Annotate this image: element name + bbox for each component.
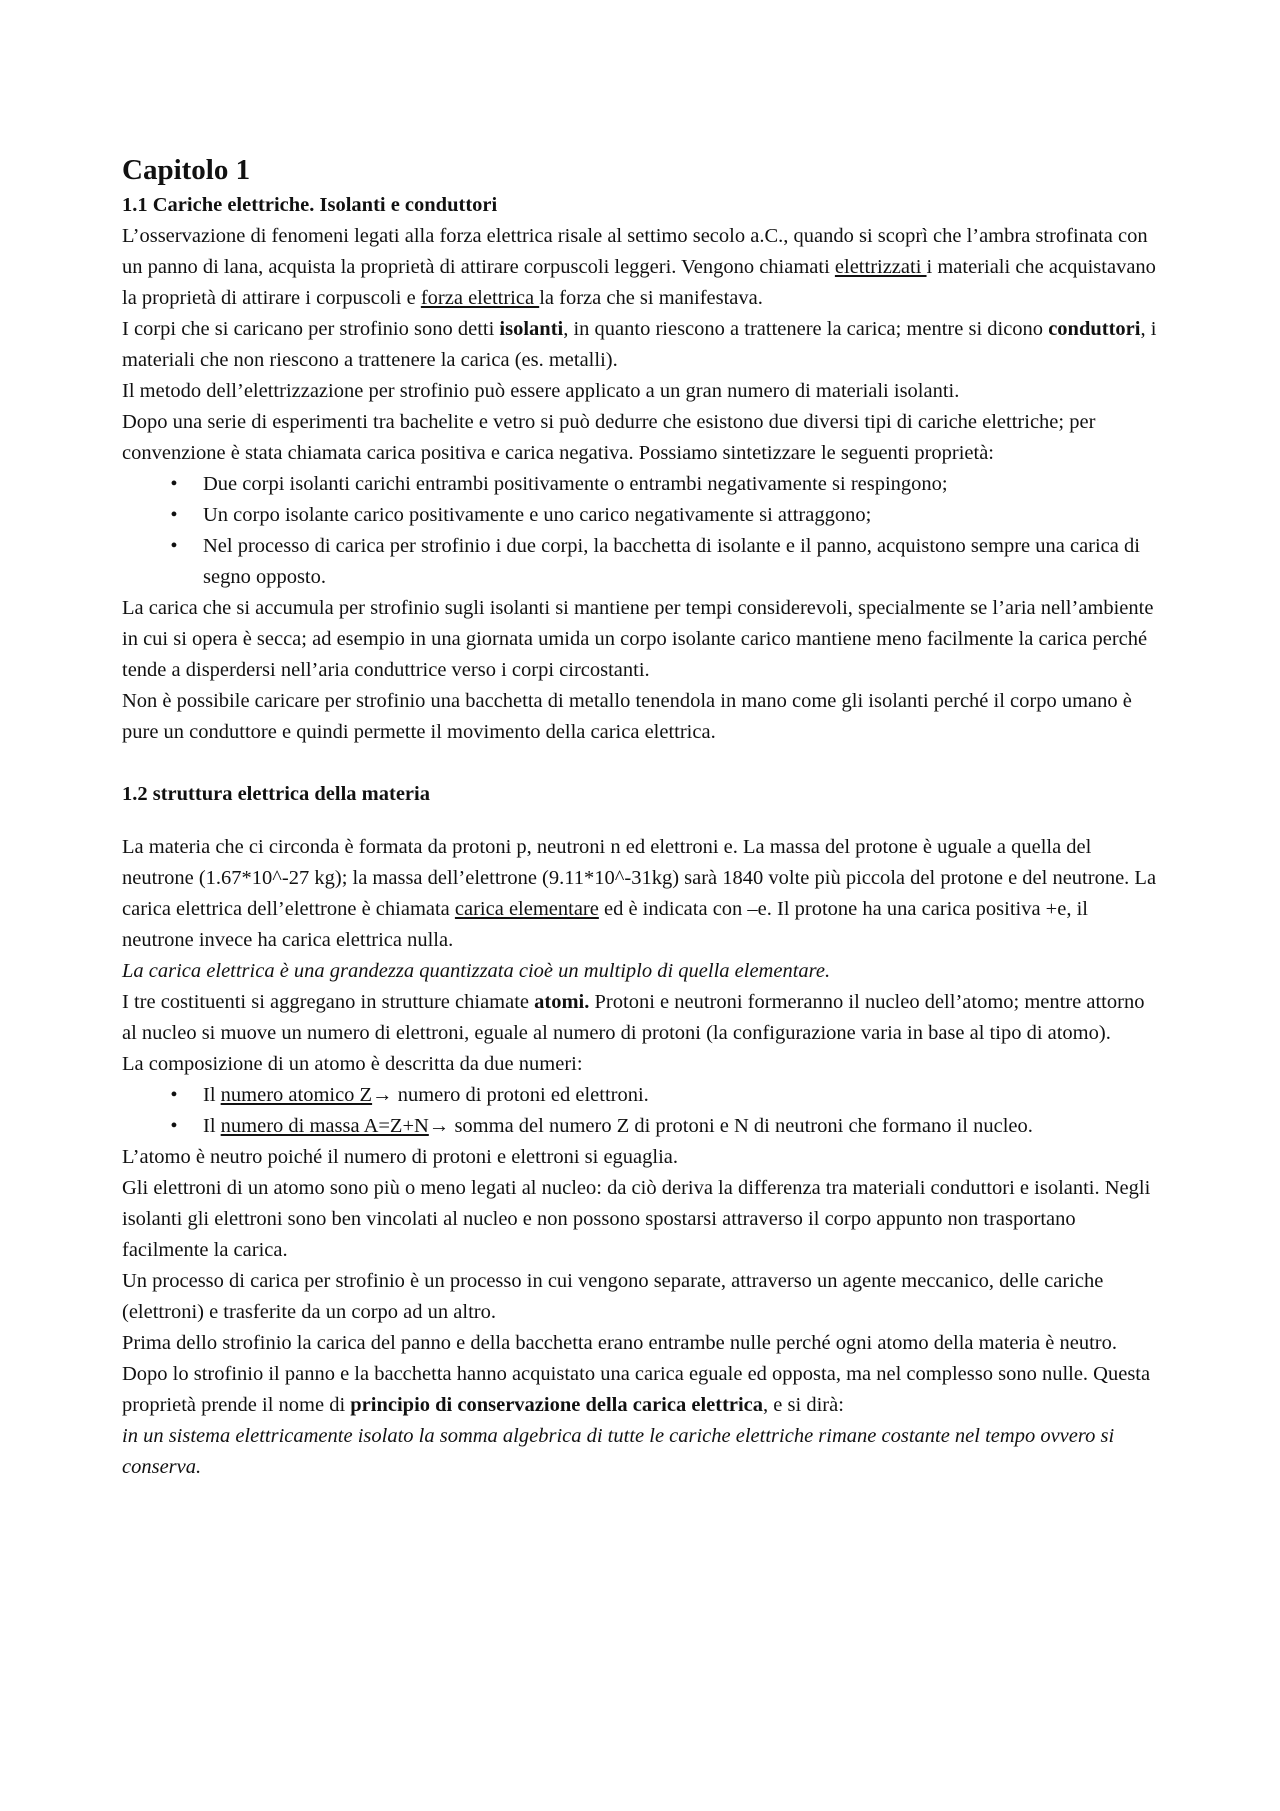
text-run: L’osservazione di fenomeni legati alla forza elettrica risale al settimo secolo a.C., quando si scoprì che l’ambra strofinata con un panno di lana, acquista la proprietà di attirare corpuscoli leggeri. Vengono chiamati: [122, 225, 1148, 278]
bullet-icon: •: [170, 1115, 178, 1137]
text-run: Il: [203, 1084, 221, 1106]
term-carica-elementare: carica elementare: [454, 898, 599, 920]
bullet-icon: •: [170, 535, 178, 557]
s2-paragraph-4: La composizione di un atomo è descritta da due numeri:: [122, 1053, 583, 1075]
chapter-title: Capitolo 1: [122, 154, 251, 186]
text-run: , in quanto riescono a trattenere la carica; mentre si dicono: [563, 318, 1049, 340]
text-run: I corpi che si caricano per strofinio sono detti: [122, 318, 500, 340]
text-run: Protoni e neutroni formeranno il nucleo dell’atomo; mentre attorno al nucleo si muove un numero di elettroni, eguale al numero di protoni (la configurazione varia in base al tipo di atomo).: [122, 991, 1145, 1044]
list-item: [122, 1080, 1160, 1111]
arrow-right-icon: →: [372, 1084, 393, 1106]
list-item: [122, 531, 1160, 593]
text-run: Prima dello strofinio la carica del panno e della bacchetta erano entrambe nulle perché ogni atomo della materia è neutro. Dopo lo strofinio il panno e la bacchetta hanno acquistato una carica eguale ed opposta, ma nel complesso sono nulle. Questa proprietà prende il nome di: [122, 1332, 1151, 1416]
term-numero-di-massa: numero di massa A=Z+N: [220, 1115, 429, 1137]
bullet-icon: •: [170, 473, 178, 495]
bullet-icon: •: [170, 504, 178, 526]
text-run: somma del numero Z di protoni e N di neutroni che formano il nucleo.: [449, 1115, 1033, 1137]
s1-paragraph-6: Non è possibile caricare per strofinio una bacchetta di metallo tenendola in mano come gli isolanti perché il corpo umano è pure un conduttore e quindi permette il movimento della carica elettrica.: [122, 690, 1132, 743]
s2-paragraph-2-italic: La carica elettrica è una grandezza quantizzata cioè un multiplo di quella elementare.: [122, 960, 831, 982]
arrow-right-icon: →: [428, 1115, 450, 1137]
s1-properties-list: [122, 469, 1160, 593]
text-run: ed è indicata con –e. Il protone ha una carica positiva +e, il neutrone invece ha carica elettrica nulla.: [122, 898, 1088, 951]
list-item-text: Nel processo di carica per strofinio i due corpi, la bacchetta di isolante e il panno, acquistono sempre una carica di segno opposto.: [203, 535, 1140, 588]
s1-paragraph-4: Dopo una serie di esperimenti tra bachelite e vetro si può dedurre che esistono due diversi tipi di cariche elettriche; per convenzione è stata chiamata carica positiva e carica negativa. Possiamo sintetizzare le seguenti proprietà:: [122, 411, 1096, 464]
term-elettrizzati: elettrizzati: [834, 256, 927, 278]
s1-paragraph-2: [122, 314, 1160, 376]
list-item: [122, 1111, 1160, 1142]
list-item: [122, 500, 1160, 531]
text-run: Il: [203, 1115, 221, 1137]
s2-numbers-list: [122, 1080, 1160, 1142]
text-run: , e si dirà:: [763, 1394, 844, 1416]
s2-paragraph-1: [122, 832, 1160, 956]
text-run: i materiali che acquistavano la proprietà di attirare i corpuscoli e: [122, 256, 1156, 309]
term-atomi: atomi.: [534, 991, 590, 1013]
section-1-heading: 1.1 Cariche elettriche. Isolanti e conduttori: [122, 194, 498, 216]
bullet-icon: •: [170, 1084, 178, 1106]
s1-paragraph-3: Il metodo dell’elettrizzazione per strofinio può essere applicato a un gran numero di materiali isolanti.: [122, 380, 960, 402]
s2-paragraph-3: [122, 987, 1160, 1049]
text-run: la forza che si manifestava.: [539, 287, 763, 309]
s2-paragraph-9-italic: in un sistema elettricamente isolato la somma algebrica di tutte le cariche elettriche rimane costante nel tempo ovvero si conserva.: [122, 1425, 1115, 1478]
list-item-text: Un corpo isolante carico positivamente e uno carico negativamente si attraggono;: [203, 504, 872, 526]
section-2-heading: 1.2 struttura elettrica della materia: [122, 783, 430, 805]
text-run: , i materiali che non riescono a trattenere la carica (es. metalli).: [122, 318, 1157, 371]
text-run: I tre costituenti si aggregano in strutture chiamate: [122, 991, 535, 1013]
list-item-text: Due corpi isolanti carichi entrambi positivamente o entrambi negativamente si respingono;: [203, 473, 948, 495]
s1-paragraph-1: [122, 221, 1160, 314]
text-run: numero di protoni ed elettroni.: [392, 1084, 649, 1106]
term-isolanti: isolanti: [499, 318, 564, 340]
term-forza-elettrica: forza elettrica: [420, 287, 540, 309]
s2-paragraph-6: Gli elettroni di un atomo sono più o meno legati al nucleo: da ciò deriva la differenza tra materiali conduttori e isolanti. Negli isolanti gli elettroni sono ben vincolati al nucleo e non possono spostarsi attraverso il corpo appunto non trasportano facilmente la carica.: [122, 1177, 1151, 1261]
term-numero-atomico: numero atomico Z: [220, 1084, 373, 1106]
s2-paragraph-7: Un processo di carica per strofinio è un processo in cui vengono separate, attraverso un agente meccanico, delle cariche (elettroni) e trasferite da un corpo ad un altro.: [122, 1270, 1104, 1323]
s1-paragraph-5: La carica che si accumula per strofinio sugli isolanti si mantiene per tempi considerevoli, specialmente se l’aria nell’ambiente in cui si opera è secca; ad esempio in una giornata umida un corpo isolante carico mantiene meno facilmente la carica perché tende a disperdersi nell’aria conduttrice verso i corpi circostanti.: [122, 597, 1154, 681]
s2-paragraph-8: [122, 1328, 1160, 1421]
term-principio-conservazione: principio di conservazione della carica elettrica: [350, 1394, 764, 1416]
list-item: [122, 469, 1160, 500]
term-conduttori: conduttori: [1048, 318, 1141, 340]
s2-paragraph-5: L’atomo è neutro poiché il numero di protoni e elettroni si eguaglia.: [122, 1146, 679, 1168]
text-run: La materia che ci circonda è formata da protoni p, neutroni n ed elettroni e. La massa del protone è uguale a quella del neutrone (1.67*10^-27 kg); la massa dell’elettrone (9.11*10^-31kg) sarà 1840 volte più piccola del protone e del neutrone. La carica elettrica dell’elettrone è chiamata: [122, 836, 1157, 920]
